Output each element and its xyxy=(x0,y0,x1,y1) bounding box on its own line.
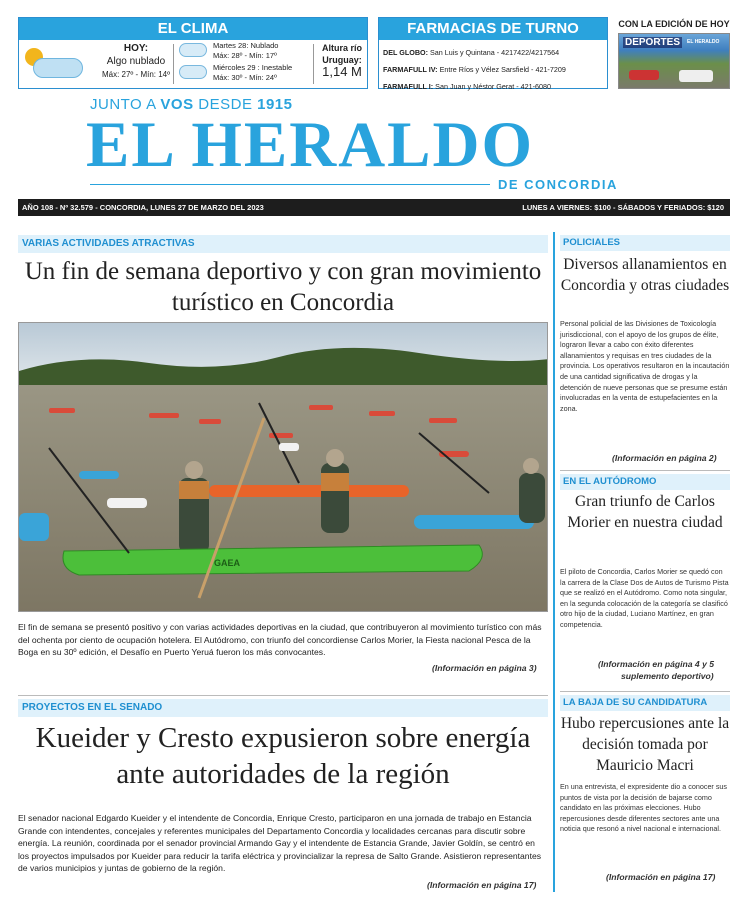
candidatura-body: En una entrevista, el expresidente dio a conocer sus puntos de vista por la decisión de bajarse como candidato en las próximas elecciones. Hubo repercusiones desde diferentes sectores ante una noticia que resonó a nivel nacional e internacional. xyxy=(560,782,728,834)
supplement-brand: EL HERALDO xyxy=(687,39,720,45)
forecast-day-1-label: Martes 28: Nublado xyxy=(213,41,279,50)
forecast-day-2-label: Miércoles 29 : Inestable xyxy=(213,63,293,72)
pharmacy-item: FARMAFULL I: San Juan y Néstor Gerat - 421-6080 xyxy=(383,82,552,91)
lead-headline[interactable]: Un fin de semana deportivo y con gran movimiento turístico en Concordia xyxy=(24,258,542,316)
senado-headline[interactable]: Kueider y Cresto expusieron sobre energía ante autoridades de la región xyxy=(35,722,531,790)
logo-subtitle: DE CONCORDIA xyxy=(498,177,618,192)
policiales-kicker: POLICIALES xyxy=(560,235,730,251)
divider xyxy=(560,470,730,471)
lead-kicker: VARIAS ACTIVIDADES ATRACTIVAS xyxy=(18,235,548,253)
lead-info-link[interactable]: (Información en página 3) xyxy=(432,663,537,673)
autodromo-headline[interactable]: Gran triunfo de Carlos Morier en nuestra ciudad xyxy=(567,493,723,531)
senado-info-link[interactable]: (Información en página 17) xyxy=(427,880,537,890)
forecast-day-2-range: Máx: 30º - Mín: 24º xyxy=(213,73,277,82)
divider xyxy=(313,44,314,84)
autodromo-kicker: EN EL AUTÓDROMO xyxy=(560,474,730,490)
pharmacies-box xyxy=(378,17,608,89)
supplement-thumbnail[interactable] xyxy=(618,33,730,89)
kayak-label: GAEA xyxy=(214,558,241,568)
policiales-info-link[interactable]: (Información en página 2) xyxy=(612,453,717,463)
today-label: HOY: xyxy=(123,43,149,54)
today-condition: Algo nublado xyxy=(106,56,166,67)
pharmacies-header: FARMACIAS DE TURNO xyxy=(379,18,607,40)
autodromo-info-link[interactable]: (Información en página 4 y 5 xyxy=(598,659,715,669)
newspaper-logo[interactable]: EL HERALDO xyxy=(86,109,535,181)
autodromo-body: El piloto de Concordia, Carlos Morier se quedó con la carrera de la Clase Dos de Autos de Turismo Pista que se realizó en el Autódromo. Como nota singular, en la segunda colocación de la categoría se clasificó otro hijo de la ciudad, Luciano Martínez, en gran competencia. xyxy=(560,567,729,629)
candidatura-kicker: LA BAJA DE SU CANDIDATURA xyxy=(560,695,730,711)
price-info: LUNES A VIERNES: $100 - SÁBADOS Y FERIADOS: $120 xyxy=(522,203,724,212)
tagline: JUNTO A VOS DESDE 1915 xyxy=(90,96,293,113)
dateline-bar xyxy=(18,199,730,216)
column-rule xyxy=(553,232,555,892)
policiales-body: Personal policial de las Divisiones de Toxicología jurisdiccional, con el apoyo de los grupos de élite, lograron llevar a cabo con éxito diferentes allanamientos y requisas en tres ciudades de la provincia. Los operativos resultaron en la incautación de una cantidad significativa de drogas y la detención de nueve personas que se presume están involucradas en la venta de estupefacientes en la zona. xyxy=(560,319,730,413)
river-value: 1,14 M xyxy=(322,64,362,79)
river-label-1: Altura río xyxy=(321,43,362,53)
edition-info: AÑO 108 - Nº 32.579 - CONCORDIA, LUNES 27 DE MARZO DEL 2023 xyxy=(22,203,264,212)
candidatura-headline[interactable]: Hubo repercusiones ante la decisión tomada por Mauricio Macri xyxy=(560,715,730,774)
river-level xyxy=(316,42,368,79)
pharmacy-item: DEL GLOBO: San Luis y Quintana - 4217422/4217564 xyxy=(383,48,560,57)
river-label-2: Uruguay: xyxy=(322,55,362,65)
today-forecast xyxy=(91,42,181,81)
forecast-day-2 xyxy=(177,62,317,84)
policiales-headline[interactable]: Diversos allanamientos en Concordia y otras ciudades xyxy=(560,256,730,294)
supplement-header: CON LA EDICIÓN DE HOY xyxy=(618,19,730,29)
race-car-image xyxy=(679,70,713,82)
weather-box xyxy=(18,17,368,89)
supplement-box[interactable] xyxy=(618,17,730,89)
autodromo-info-link-2[interactable]: suplemento deportivo) xyxy=(621,671,714,681)
pharmacy-item: FARMAFULL IV: Entre Ríos y Vélez Sarsfield - 421-7209 xyxy=(383,65,566,74)
divider xyxy=(18,695,548,696)
senado-kicker: PROYECTOS EN EL SENADO xyxy=(18,699,548,717)
today-range: Máx: 27º - Mín: 14º xyxy=(101,70,171,79)
logo-rule xyxy=(90,184,490,185)
race-car-image xyxy=(629,70,659,80)
lead-body: El fin de semana se presentó positivo y con varias actividades deportivas en la ciudad, que contribuyeron al movimiento turístico con más del ochenta por ciento de ocupación hotelera. El Autódromo, con triunfo del concordiense Carlos Morier, la Fiesta nacional Pesca de la Boga en su 30º edición, el Desafío en Puerto Yeruá fueron los más convocantes. xyxy=(18,622,542,657)
senado-body: El senador nacional Edgardo Kueider y el intendente de Concordia, Enrique Cresto, participaron en una jornada de trabajo en Estancia Grande con intendentes, concejales y referentes municipales del Departamento Concordia y localidades cercanas para discutir sobre energía. La reunión, coordinada por el senador provincial Armando Gay y el intendente de Estancia Grande, Javier Goldín, se centró en los proyectos impulsados por Kueider para reducir la tarifa eléctrica y provincializar la represa de Salto Grande. Asistieron representantes de varios municipios y juntas de gobierno de la región. xyxy=(18,813,542,873)
cloud-icon xyxy=(179,43,207,57)
divider xyxy=(173,44,174,84)
supplement-label: DEPORTES xyxy=(625,37,681,48)
forecast-day-1-range: Máx: 28º - Mín: 17º xyxy=(213,51,277,60)
kayak-race-photo xyxy=(19,323,548,612)
forecast-day-1 xyxy=(177,40,317,62)
divider xyxy=(560,691,730,692)
candidatura-info-link[interactable]: (Información en página 17) xyxy=(606,872,716,882)
weather-header: EL CLIMA xyxy=(19,18,367,40)
partly-cloudy-icon xyxy=(23,44,63,80)
cloud-icon xyxy=(179,65,207,79)
lead-photo xyxy=(18,322,548,612)
